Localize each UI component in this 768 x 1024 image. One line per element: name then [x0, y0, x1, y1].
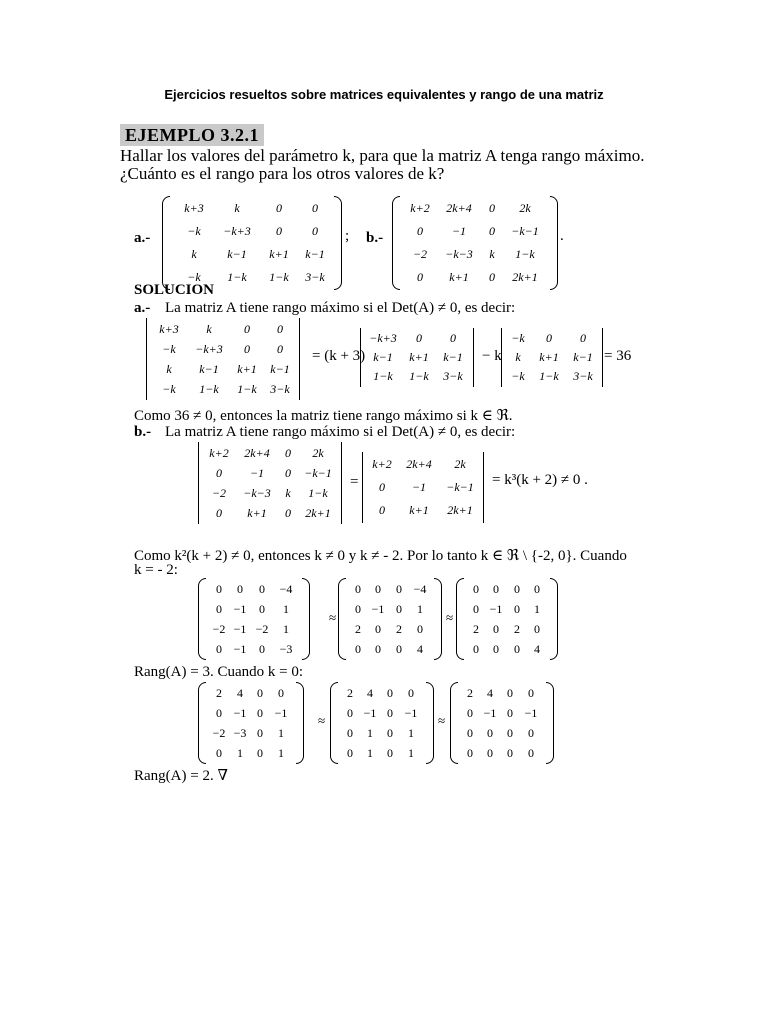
matrix-cell: 0	[417, 622, 423, 636]
matrix-cell: 0	[473, 602, 479, 616]
matrix-cell: k−1	[443, 350, 463, 364]
matrix-cell: 0	[493, 582, 499, 596]
matrix-cell: k−1	[270, 362, 290, 376]
matrix-cell: 0	[493, 642, 499, 656]
page-title: Ejercicios resueltos sobre matrices equivalentes y rango de una matriz	[164, 87, 604, 102]
matrix-cell: 1−k	[308, 486, 328, 500]
eq-36: = 36	[604, 348, 632, 364]
matrix-cell: 0	[417, 270, 423, 284]
matrix-cell: k−1	[373, 350, 393, 364]
matrix-cell: 0	[312, 201, 318, 215]
matrix-cell: 0	[277, 342, 283, 356]
approx-sign: ≈	[329, 610, 337, 625]
matrix-cell: −k+3	[195, 342, 223, 356]
matrix-cell: k	[285, 486, 291, 500]
matrix-cell: 0	[276, 224, 282, 238]
matrix-cell: k+1	[247, 506, 267, 520]
matrix-cell: k+1	[539, 350, 559, 364]
matrix-cell: 0	[277, 322, 283, 336]
matrix-cell: 2	[355, 622, 361, 636]
example-heading: EJEMPLO 3.2.1	[120, 124, 264, 146]
determinant-a	[146, 318, 300, 400]
matrix-cell: 0	[534, 582, 540, 596]
bracket-left	[392, 196, 400, 290]
matrix-cell: 0	[487, 726, 493, 740]
matrix-cell: k+1	[449, 270, 469, 284]
determinant-a-sub2	[501, 328, 603, 387]
approx-sign: ≈	[446, 610, 454, 625]
matrix-cell: 1	[367, 746, 373, 760]
matrix-cell: k+2	[209, 446, 229, 460]
matrix-cell: 1−k	[539, 369, 559, 383]
bracket-right	[296, 682, 304, 764]
bracket-right	[546, 682, 554, 764]
matrix-cell: 0	[285, 446, 291, 460]
matrix-cell: 4	[534, 642, 540, 656]
semicolon: ;	[345, 228, 350, 244]
matrix-cell: 0	[467, 726, 473, 740]
matrix-cell: 0	[347, 746, 353, 760]
bracket-right	[434, 578, 442, 660]
matrix-cell: 0	[528, 726, 534, 740]
bracket-right	[334, 196, 342, 290]
matrix-cell: −1	[411, 480, 427, 494]
matrix-cell: 1	[278, 746, 284, 760]
matrix-cell: 2k	[454, 457, 466, 471]
matrix-cell: −1	[489, 602, 503, 616]
matrix-cell: 0	[347, 706, 353, 720]
matrix-cell: 4	[417, 642, 423, 656]
matrix-cell: k−1	[227, 247, 247, 261]
matrix-cell: −2	[212, 622, 226, 636]
matrix-cell: 0	[244, 322, 250, 336]
matrix-cell: 0	[375, 622, 381, 636]
solution-a-conclusion: Como 36 ≠ 0, entonces la matriz tiene rango máximo si k ∈ ℜ.	[134, 408, 513, 424]
matrix-cell: −k	[187, 270, 201, 284]
problem-line-2: ¿Cuánto es el rango para los otros valores de k?	[120, 164, 445, 183]
determinant-bar-right	[299, 318, 300, 400]
bracket-left	[456, 578, 464, 660]
matrix-cell: 0	[355, 642, 361, 656]
matrix-cell: 0	[507, 726, 513, 740]
matrix-cell: 0	[257, 686, 263, 700]
bracket-left	[330, 682, 338, 764]
matrix-cell: −3	[233, 726, 247, 740]
matrix-cell: 1−k	[227, 270, 247, 284]
bracket-left	[162, 196, 170, 290]
matrix-cell: −1	[233, 642, 247, 656]
label-a: a.-	[134, 230, 151, 246]
matrix-k-minus2-1	[198, 578, 310, 660]
determinant-bar-right	[602, 328, 603, 387]
matrix-cell: 4	[367, 686, 373, 700]
matrix-cell: k	[489, 247, 495, 261]
matrix-cell: −k	[162, 382, 176, 396]
matrix-cell: 2	[467, 686, 473, 700]
matrix-cell: 0	[514, 642, 520, 656]
matrix-cell: 3−k	[305, 270, 325, 284]
matrix-cell: 0	[387, 746, 393, 760]
matrix-cell: 0	[467, 746, 473, 760]
matrix-cell: 0	[387, 726, 393, 740]
matrix-cell: −1	[404, 706, 418, 720]
matrix-cell: 2k+1	[447, 503, 473, 517]
matrix-cell: 1	[367, 726, 373, 740]
solution-header: SOLUCION	[134, 282, 215, 298]
approx-sign: ≈	[318, 713, 326, 728]
when-k-minus-2: k = - 2:	[134, 562, 178, 578]
matrix-cell: −1	[233, 706, 247, 720]
matrix-cell: 0	[507, 706, 513, 720]
bracket-left	[198, 682, 206, 764]
matrix-cell: −1	[371, 602, 385, 616]
matrix-cell: −1	[483, 706, 497, 720]
matrix-cell: k	[515, 350, 521, 364]
determinant-bar-right	[483, 452, 484, 523]
matrix-cell: 0	[387, 706, 393, 720]
matrix-cell: 0	[285, 506, 291, 520]
matrix-cell: 0	[528, 746, 534, 760]
matrix-cell: 0	[528, 686, 534, 700]
matrix-cell: k+1	[409, 350, 429, 364]
matrix-cell: −3	[279, 642, 293, 656]
matrix-cell: k+3	[159, 322, 179, 336]
matrix-cell: 2k	[312, 446, 324, 460]
determinant-b	[198, 442, 342, 524]
matrix-cell: 2	[216, 686, 222, 700]
matrix-cell: 2k	[519, 201, 531, 215]
matrix-cell: 0	[396, 582, 402, 596]
matrix-cell: 0	[375, 582, 381, 596]
matrix-cell: 1	[408, 746, 414, 760]
determinant-bar-right	[473, 328, 474, 387]
matrix-cell: −k+3	[369, 331, 397, 345]
matrix-cell: −k−3	[445, 247, 473, 261]
matrix-k0-2	[330, 682, 434, 764]
matrix-cell: 0	[546, 331, 552, 345]
matrix-cell: 0	[534, 622, 540, 636]
matrix-cell: 2	[473, 622, 479, 636]
matrix-cell: 0	[473, 582, 479, 596]
eq-k-plus-3: = (k + 3)	[312, 348, 366, 364]
matrix-cell: 0	[408, 686, 414, 700]
solution-a-text: La matriz A tiene rango máximo si el Det(A) ≠ 0, es decir:	[165, 300, 516, 316]
matrix-cell: 1	[408, 726, 414, 740]
matrix-cell: 2k+4	[406, 457, 432, 471]
matrix-cell: −2	[212, 726, 226, 740]
bracket-right	[302, 578, 310, 660]
matrix-cell: 2k+1	[305, 506, 331, 520]
matrix-cell: 0	[285, 466, 291, 480]
matrix-cell: 0	[237, 582, 243, 596]
matrix-cell: 0	[489, 224, 495, 238]
solution-b-label: b.-	[134, 424, 152, 440]
matrix-cell: k+2	[372, 457, 392, 471]
matrix-cell: −2	[211, 486, 227, 500]
matrix-cell: 4	[237, 686, 243, 700]
matrix-cell: 2k+4	[244, 446, 270, 460]
matrix-cell: −1	[233, 622, 247, 636]
matrix-cell: 0	[416, 331, 422, 345]
matrix-cell: k	[191, 247, 197, 261]
determinant-a-sub1	[360, 328, 474, 387]
matrix-cell: 0	[417, 224, 423, 238]
solution-b-text: La matriz A tiene rango máximo si el Det(A) ≠ 0, es decir:	[165, 424, 516, 440]
matrix-cell: −1	[451, 224, 467, 238]
matrix-cell: 0	[257, 746, 263, 760]
solution-a-label: a.-	[134, 300, 151, 316]
matrix-cell: −1	[363, 706, 377, 720]
matrix-cell: 0	[216, 506, 222, 520]
matrix-cell: 1−k	[409, 369, 429, 383]
bracket-right	[426, 682, 434, 764]
matrix-cell: 1−k	[237, 382, 257, 396]
matrix-cell: 3−k	[443, 369, 463, 383]
matrix-cell: 0	[514, 582, 520, 596]
matrix-cell: −k	[187, 224, 201, 238]
matrix-cell: 0	[379, 503, 385, 517]
matrix-cell: 0	[379, 480, 385, 494]
matrix-cell: k−1	[199, 362, 219, 376]
bracket-right	[550, 578, 558, 660]
eq-b-1: =	[350, 474, 359, 490]
matrix-cell: 1	[278, 726, 284, 740]
matrix-cell: 0	[278, 686, 284, 700]
matrix-cell: 1−k	[199, 382, 219, 396]
matrix-cell: 0	[396, 642, 402, 656]
matrix-cell: −k−1	[304, 466, 332, 480]
matrix-k-minus2-2	[338, 578, 442, 660]
matrix-cell: 2k+1	[512, 270, 538, 284]
matrix-cell: 1	[237, 746, 243, 760]
matrix-cell: 3−k	[270, 382, 290, 396]
matrix-k0-3	[450, 682, 554, 764]
rank-3-text: Rang(A) = 3. Cuando k = 0:	[134, 664, 303, 680]
matrix-cell: 2	[396, 622, 402, 636]
matrix-cell: 0	[387, 686, 393, 700]
matrix-cell: 1−k	[373, 369, 393, 383]
matrix-cell: 1	[534, 602, 540, 616]
matrix-cell: 0	[216, 746, 222, 760]
matrix-cell: 0	[450, 331, 456, 345]
matrix-cell: 0	[216, 466, 222, 480]
matrix-cell: 1	[417, 602, 423, 616]
matrix-cell: k	[206, 322, 212, 336]
matrix-cell: k−1	[573, 350, 593, 364]
matrix-cell: −k	[511, 369, 525, 383]
matrix-cell: 1−k	[269, 270, 289, 284]
rank-2-text: Rang(A) = 2. ∇	[134, 768, 228, 784]
matrix-cell: −1	[524, 706, 538, 720]
bracket-right	[550, 196, 558, 290]
matrix-cell: k+2	[410, 201, 430, 215]
matrix-cell: k+1	[237, 362, 257, 376]
matrix-cell: k+1	[269, 247, 289, 261]
matrix-cell: 0	[355, 602, 361, 616]
matrix-k-minus2-3	[456, 578, 558, 660]
matrix-cell: −k−1	[511, 224, 539, 238]
matrix-cell: 2	[347, 686, 353, 700]
matrix-cell: 0	[507, 686, 513, 700]
matrix-cell: 2k+4	[446, 201, 472, 215]
matrix-cell: 0	[216, 602, 222, 616]
bracket-left	[338, 578, 346, 660]
matrix-cell: 0	[507, 746, 513, 760]
matrix-cell: −4	[413, 582, 427, 596]
matrix-cell: 1−k	[515, 247, 535, 261]
matrix-cell: 0	[355, 582, 361, 596]
matrix-cell: 0	[396, 602, 402, 616]
matrix-cell: −1	[249, 466, 265, 480]
matrix-cell: k	[166, 362, 172, 376]
matrix-cell: 0	[467, 706, 473, 720]
matrix-cell: 0	[259, 582, 265, 596]
matrix-cell: 0	[216, 706, 222, 720]
matrix-cell: 1	[283, 622, 289, 636]
problem-line-1: Hallar los valores del parámetro k, para que la matriz A tenga rango máximo.	[120, 146, 645, 165]
matrix-cell: k+1	[409, 503, 429, 517]
matrix-cell: −1	[274, 706, 288, 720]
matrix-k0-1	[198, 682, 304, 764]
matrix-cell: 0	[259, 602, 265, 616]
bracket-left	[198, 578, 206, 660]
matrix-cell: −4	[279, 582, 293, 596]
determinant-b-sub	[362, 452, 484, 523]
matrix-a	[162, 196, 342, 290]
matrix-cell: −k+3	[223, 224, 251, 238]
matrix-cell: 0	[514, 602, 520, 616]
matrix-cell: 0	[489, 201, 495, 215]
matrix-cell: −1	[233, 602, 247, 616]
matrix-cell: −k	[511, 331, 525, 345]
matrix-cell: 0	[216, 642, 222, 656]
matrix-cell: 0	[276, 201, 282, 215]
matrix-cell: k	[234, 201, 240, 215]
bracket-left	[450, 682, 458, 764]
eq-b-result: = k³(k + 2) ≠ 0 .	[492, 472, 588, 488]
matrix-cell: 0	[493, 622, 499, 636]
matrix-cell: 1	[283, 602, 289, 616]
matrix-cell: −2	[255, 622, 269, 636]
matrix-cell: −k−3	[243, 486, 271, 500]
matrix-cell: k−1	[305, 247, 325, 261]
matrix-cell: 0	[375, 642, 381, 656]
matrix-cell: 2	[514, 622, 520, 636]
matrix-cell: −2	[412, 247, 428, 261]
period: .	[560, 228, 564, 244]
matrix-cell: 0	[347, 726, 353, 740]
matrix-cell: 0	[257, 706, 263, 720]
matrix-cell: 0	[489, 270, 495, 284]
label-b: b.-	[366, 230, 384, 246]
matrix-cell: 0	[257, 726, 263, 740]
solution-b-conclusion: Como k²(k + 2) ≠ 0, entonces k ≠ 0 y k ≠ - 2. Por lo tanto k ∈ ℜ \ {-2, 0}. Cuando	[134, 548, 627, 564]
matrix-cell: 0	[244, 342, 250, 356]
matrix-cell: 0	[487, 746, 493, 760]
matrix-cell: k+3	[184, 201, 204, 215]
matrix-cell: 0	[216, 582, 222, 596]
matrix-cell: 0	[312, 224, 318, 238]
approx-sign: ≈	[438, 713, 446, 728]
matrix-cell: 3−k	[573, 369, 593, 383]
eq-minus-k: − k	[482, 348, 502, 364]
matrix-cell: 0	[259, 642, 265, 656]
matrix-cell: 4	[487, 686, 493, 700]
matrix-cell: 0	[473, 642, 479, 656]
determinant-bar-right	[341, 442, 342, 524]
matrix-cell: 0	[580, 331, 586, 345]
matrix-cell: −k−1	[446, 480, 474, 494]
matrix-cell: −k	[162, 342, 176, 356]
matrix-b	[392, 196, 558, 290]
